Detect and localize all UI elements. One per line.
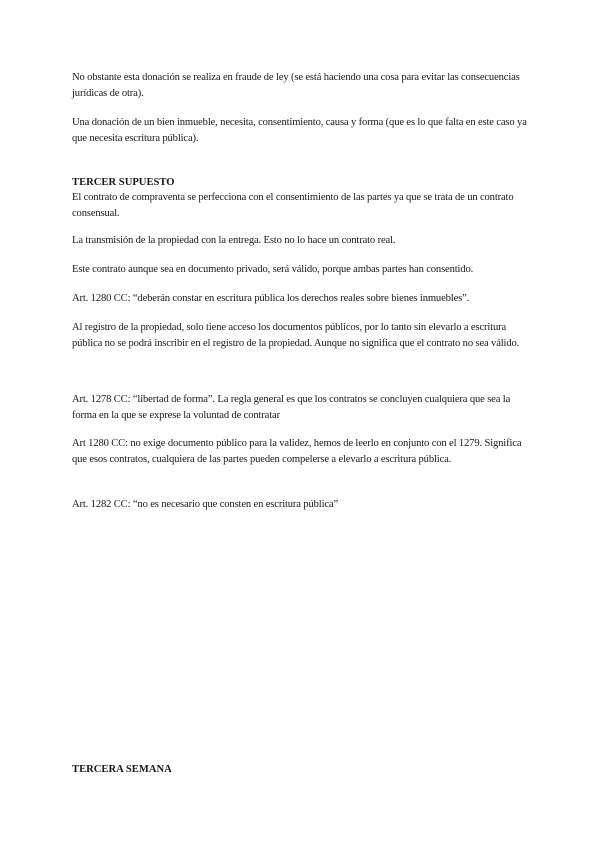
paragraph-art-1278: Art. 1278 CC: “libertad de forma”. La regla general es que los contratos se concluyen cualquiera que sea la forma en la que se exprese la voluntad de contratar bbox=[72, 394, 511, 421]
paragraph-donacion-inmueble: Una donación de un bien inmueble, necesita, consentimiento, causa y forma (que es lo que falta en este caso ya que necesita escritura pública). bbox=[72, 117, 527, 144]
paragraph-registro-propiedad: Al registro de la propiedad, solo tiene acceso los documentos públicos, por lo tanto sin elevarlo a escritura pública no se podrá inscribir en el registro de la propiedad. Aunque no significa que el contrato no sea válido. bbox=[72, 322, 520, 349]
paragraph-documento-privado: Este contrato aunque sea en documento privado, será válido, porque ambas partes han consentido. bbox=[72, 264, 474, 275]
paragraph-art-1282: Art. 1282 CC: “no es necesario que consten en escritura pública” bbox=[72, 499, 339, 510]
paragraph-transmision: La transmisión de la propiedad con la entrega. Esto no lo hace un contrato real. bbox=[72, 235, 396, 246]
heading-tercer-supuesto: TERCER SUPUESTO bbox=[72, 177, 175, 188]
paragraph-compraventa: El contrato de compraventa se perfecciona con el consentimiento de las partes ya que se trata de un contrato consensual. bbox=[72, 192, 514, 219]
paragraph-fraude-de-ley: No obstante esta donación se realiza en fraude de ley (se está haciendo una cosa para evitar las consecuencias jurídicas de otra). bbox=[72, 72, 520, 99]
paragraph-art-1280-a: Art. 1280 CC: “deberán constar en escritura pública los derechos reales sobre bienes inmuebles”. bbox=[72, 293, 470, 304]
paragraph-art-1280-b: Art 1280 CC: no exige documento público para la validez, hemos de leerlo en conjunto con el 1279. Significa que esos contratos, cualquiera de las partes pueden compelerse a elevarlo a escritura pública. bbox=[72, 438, 522, 465]
heading-tercera-semana: TERCERA SEMANA bbox=[72, 764, 172, 775]
